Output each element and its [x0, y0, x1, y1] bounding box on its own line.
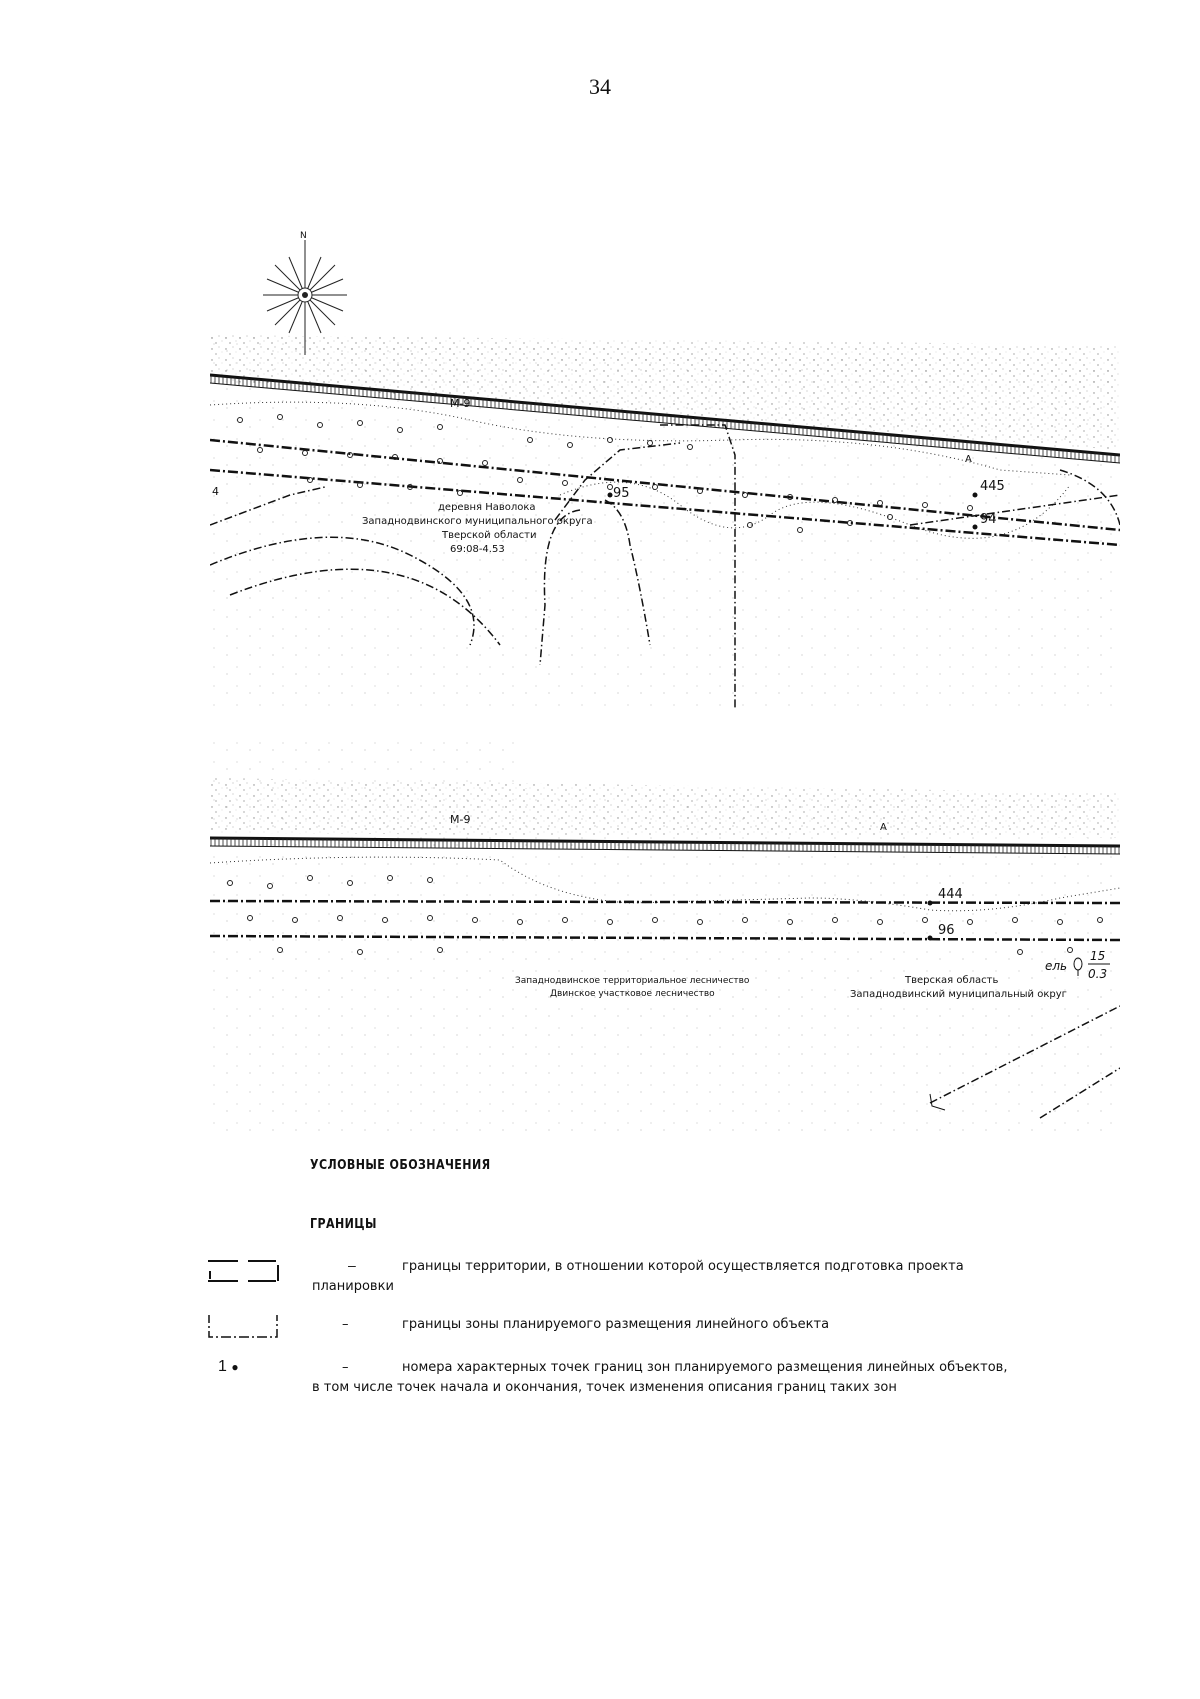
point-95-label: 95: [613, 486, 630, 501]
north-label: N: [300, 231, 307, 241]
okrug-label: Западнодвинского муниципального округа: [362, 516, 593, 527]
point-445-label: 445: [980, 479, 1005, 494]
tree-diameter-label: 0.3: [1088, 967, 1108, 981]
marker-a: A: [880, 822, 887, 833]
cadastral-label: 69:08-4.53: [450, 544, 505, 555]
tree-height-label: 15: [1090, 949, 1106, 963]
region-label-1: Тверская область: [905, 975, 999, 986]
legend-item-point-number: [200, 1358, 1060, 1402]
point-dot-icon: ●: [231, 1360, 239, 1374]
point-444-marker-icon: [928, 901, 933, 906]
map-fragment-bottom: [210, 738, 1120, 1138]
point-94-marker-icon: [973, 525, 978, 530]
legend-heading: УСЛОВНЫЕ ОБОЗНАЧЕНИЯ: [310, 1158, 491, 1173]
marker-a: A: [965, 454, 972, 465]
legend-section-title: ГРАНИЦЫ: [310, 1217, 377, 1232]
zone-boundary-symbol-icon: [200, 1315, 290, 1345]
legend-text: – границы зоны планируемого размещения линейного объекта: [342, 1317, 830, 1332]
point-94-label: 94: [980, 512, 997, 527]
legend-item-territory-boundary: [200, 1257, 1060, 1301]
point-96-label: 96: [938, 923, 955, 938]
legend-text: – номера характерных точек границ зон планируемого размещения линейных объектов, в том числе точек начала и окончания, точек изменения описания границ таких зон: [312, 1360, 1008, 1395]
road-label: М-9: [450, 813, 471, 826]
page-number: 34: [589, 74, 611, 99]
point-number-symbol: [218, 1358, 239, 1376]
territory-boundary-symbol-icon: [200, 1257, 290, 1301]
region-label-2: Западнодвинский муниципальный округ: [850, 989, 1067, 1000]
point-445-marker-icon: [973, 493, 978, 498]
forestry-label-1: Западнодвинское территориальное лесничество: [515, 976, 750, 986]
village-label: деревня Наволока: [438, 502, 536, 513]
forestry-label-2: Двинское участковое лесничество: [550, 989, 715, 999]
legend-text: границы территории, в отношении которой осуществляется подготовка проекта планировки: [312, 1259, 964, 1294]
tree-species-label: ель: [1045, 959, 1068, 973]
region-label: Тверской области: [442, 530, 537, 541]
point-444-label: 444: [938, 887, 963, 902]
legend-item-zone-boundary: [200, 1315, 1060, 1341]
left-edge-label: 4: [212, 485, 219, 498]
legend-dash: –: [348, 1257, 356, 1273]
point-number-symbol-label: 1: [218, 1358, 227, 1375]
point-95-marker-icon: [608, 493, 613, 498]
point-96-marker-icon: [928, 936, 933, 941]
road-label: М-9: [450, 397, 471, 410]
map-fragment-top: [210, 225, 1120, 710]
